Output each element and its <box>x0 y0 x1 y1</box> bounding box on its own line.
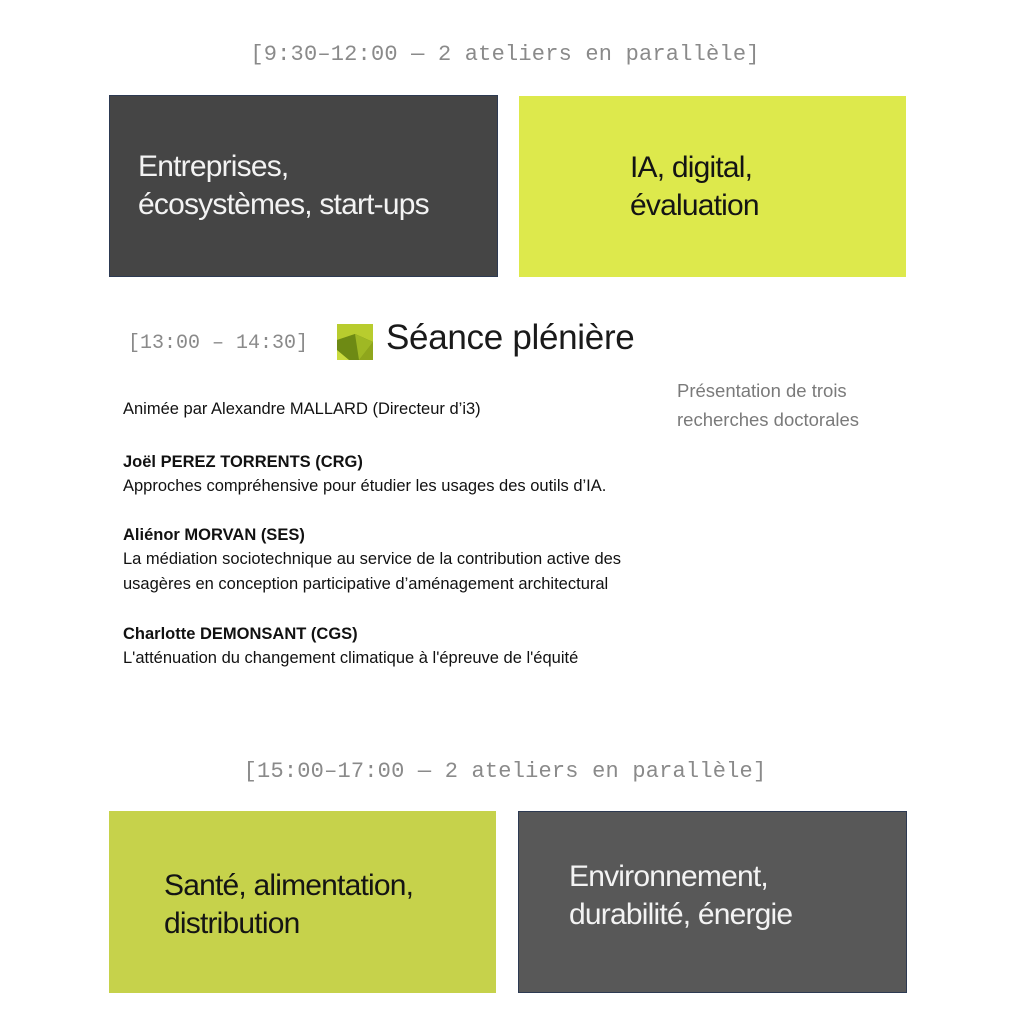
workshop-card-entreprises[interactable] <box>109 95 498 277</box>
plenary-host: Animée par Alexandre MALLARD (Directeur d’i3) <box>123 400 481 418</box>
plenary-time-label: [13:00 – 14:30] <box>128 332 309 355</box>
workshop-title: IA, digital, évaluation <box>630 150 759 222</box>
speaker-entry <box>123 450 743 499</box>
speaker-talk-title: Approches compréhensive pour étudier les usages des outils d’IA. <box>123 477 607 495</box>
speaker-talk-title: La médiation sociotechnique au service de la contribution active des <box>123 550 622 568</box>
workshop-title: Environnement, durabilité, énergie <box>569 860 793 931</box>
speaker-name: Aliénor MORVAN (SES) <box>123 526 305 544</box>
speaker-talk-title: L'atténuation du changement climatique à l'épreuve de l'équité <box>123 649 579 667</box>
speaker-name: Charlotte DEMONSANT (CGS) <box>123 625 358 643</box>
workshop-title: Santé, alimentation, distribution <box>164 869 414 940</box>
workshop-title: Entreprises, écosystèmes, start-ups <box>138 150 429 221</box>
speaker-name: Joël PEREZ TORRENTS (CRG) <box>123 453 363 471</box>
speaker-talk-title-cont: usagères en conception participative d’aménagement architectural <box>123 575 609 593</box>
workshop-card-ia-digital[interactable] <box>519 96 906 277</box>
plenary-title: Séance plénière <box>386 318 635 357</box>
afternoon-time-label: [15:00–17:00 — 2 ateliers en parallèle] <box>243 759 767 784</box>
workshop-card-environnement[interactable] <box>518 811 907 993</box>
speaker-entry <box>123 622 743 671</box>
speaker-entry <box>123 523 743 597</box>
plenary-side-note: Présentation de trois recherches doctorales <box>677 380 860 430</box>
morning-time-label: [9:30–12:00 — 2 ateliers en parallèle] <box>250 42 760 67</box>
workshop-card-sante[interactable] <box>109 811 496 993</box>
green-gem-icon <box>337 324 373 360</box>
